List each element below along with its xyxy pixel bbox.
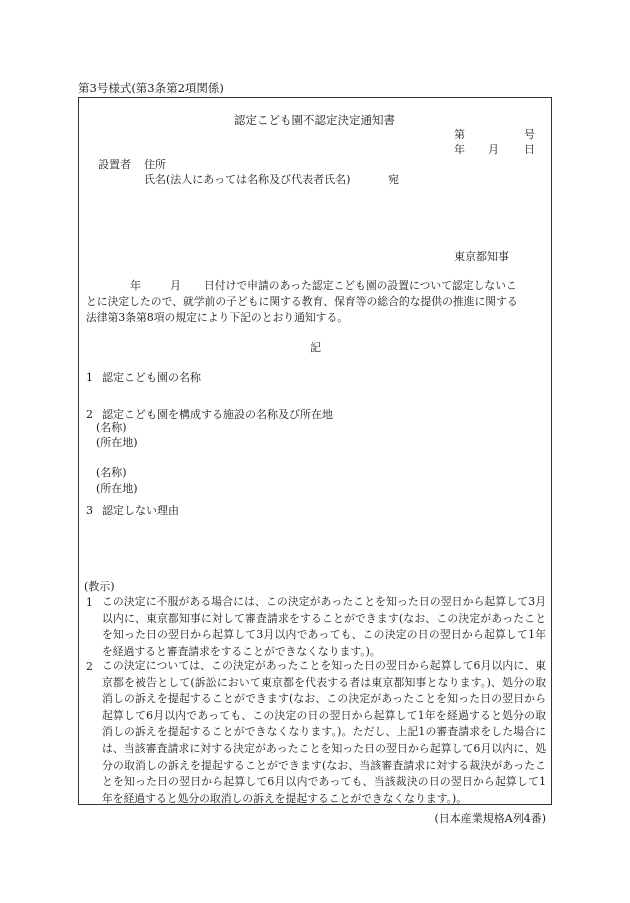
date-day: 日 — [524, 143, 535, 156]
addressee-address-label: 住所 — [144, 158, 166, 171]
doc-number-suffix: 号 — [524, 128, 535, 141]
notice-heading: (教示) — [84, 580, 115, 593]
notice-1-text: この決定に不服がある場合には、この決定があったことを知った日の翌日から起算して3月以内に、東京都知事に対して審査請求をすることができます(なお、この決定があったことを知った日の翌日から起算して3月以内であっても、この決定の日の翌日から起算して1年を経過すると審査請求をすることができなくなります。)。 — [102, 595, 546, 658]
facility-1-name-label: (名称) — [96, 421, 127, 434]
form-label: 第3号様式(第3条第2項関係) — [78, 81, 224, 95]
notice-2-number: 2 — [86, 660, 93, 673]
item-2-label: 認定こども園を構成する施設の名称及び所在地 — [102, 408, 333, 421]
addressee-name-label: 氏名(法人にあっては名称及び代表者氏名) — [144, 173, 351, 186]
date-year: 年 — [454, 143, 465, 156]
item-2-number: 2 — [86, 408, 93, 421]
facility-1-address-label: (所在地) — [96, 436, 138, 449]
notice-1-number: 1 — [86, 596, 93, 609]
paper-size-note: (日本産業規格A列4番) — [434, 812, 546, 825]
document-title: 認定こども園不認定決定通知書 — [234, 113, 395, 127]
facility-2-name-label: (名称) — [96, 466, 127, 479]
notice-2-text: この決定については、この決定があったことを知った日の翌日から起算して6月以内に、東京都を被告として(訴訟において東京都を代表する者は東京都知事となります。)、処分の取消しの訴えを提起することができます(なお、この決定があったことを知った日の翌日から起算して6月以内であっても、この決定の日の翌日から起算して1年を経過すると処分の取消しの訴えを提起することができなくなります。)。ただし、上記1の審査請求をした場合には、当該審査請求に対する決定があったことを知った日の翌日から起算して6月以内に、処分の取消しの訴えを提起することができます(なお、当該審査請求に対する裁決があったことを知った日の翌日から起算して6月以内であっても、当該裁決の日の翌日から起算して1年を経過すると処分の取消しの訴えを提起することができなくなります。)。 — [102, 659, 546, 805]
addressee-honorific: 宛 — [388, 173, 399, 186]
ki-heading: 記 — [310, 341, 321, 354]
item-3-number: 3 — [86, 504, 93, 517]
doc-number-prefix: 第 — [454, 128, 465, 141]
body-line-1: 日付けで申請のあった認定こども園の設置について認定しないこ — [204, 279, 517, 292]
item-1-number: 1 — [86, 371, 93, 384]
body-line-2: とに決定したので、就学前の子どもに関する教育、保育等の総合的な提供の推進に関する — [86, 295, 518, 308]
body-year: 年 — [130, 279, 141, 292]
facility-2-address-label: (所在地) — [96, 482, 138, 495]
body-line-3: 法律第3条第8項の規定により下記のとおり通知する。 — [86, 311, 349, 324]
item-1-label: 認定こども園の名称 — [102, 371, 201, 384]
body-month: 月 — [170, 279, 181, 292]
item-3-label: 認定しない理由 — [102, 504, 179, 517]
date-month: 月 — [488, 143, 499, 156]
addressee-role: 設置者 — [98, 158, 131, 171]
issuer: 東京都知事 — [454, 250, 509, 263]
